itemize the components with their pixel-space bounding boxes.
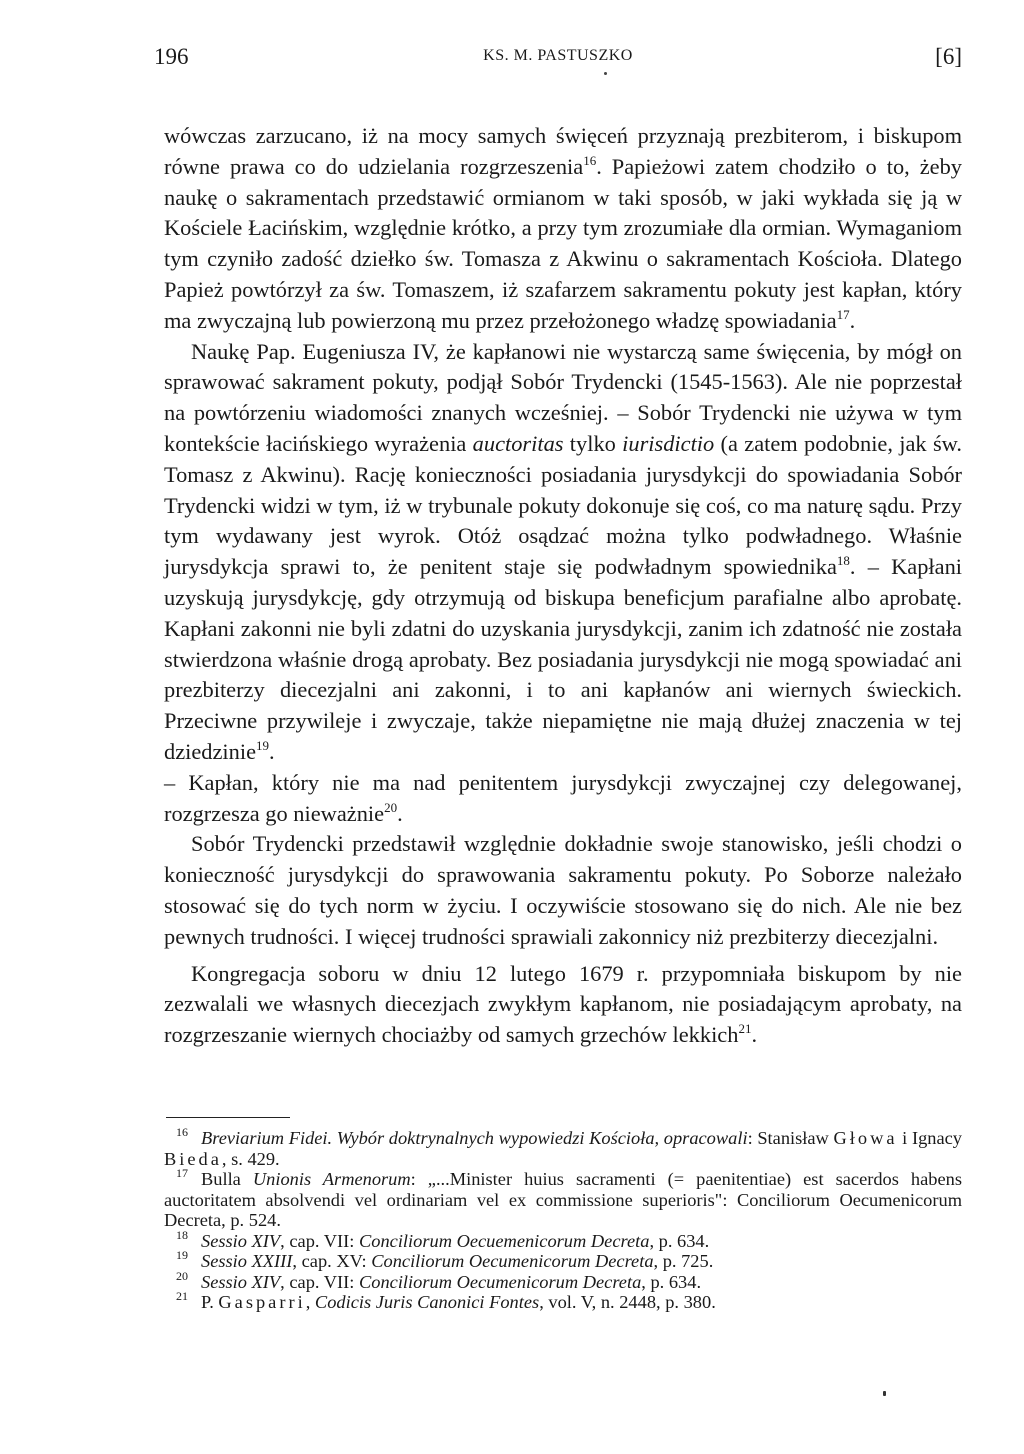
footnote-divider: [166, 1117, 290, 1118]
paragraph: [164, 768, 962, 830]
spaced-name: Bieda: [164, 1148, 222, 1169]
footnote-ref[interactable]: 16: [583, 152, 597, 168]
paragraph: Sobór Trydencki przedstawił względnie dokładnie swoje stanowisko, jeśli chodzi o konieczność jurysdykcji do sprawowania sakramentu pokuty. Po Soborze należało stosować się do tych norm w życiu. I oczywiście stosowano się do nich. Ale nie bez pewnych trudności. I więcej trudności sprawiali zakonnicy niż prezbiterzy diecezjalni.: [164, 831, 962, 949]
text-run: : Stanisław: [747, 1128, 834, 1148]
italic-term: Sessio XXIII: [201, 1251, 293, 1271]
spaced-name: Gasparri: [218, 1292, 306, 1312]
text-run: Naukę Pap. Eugeniusza IV, że kapłanowi nie wystarczą same święcenia, by mógł on sprawować sakrament pokuty, podjął Sobór Trydencki (1545-1563). Ale nie poprzestał na powtórzeniu wiadomości znanych wcześniej. – Sobór Trydencki nie używa w tym kontekście łacińskiego wyrażenia: [164, 338, 962, 456]
text-run: P.: [201, 1292, 219, 1312]
footnotes: [164, 1125, 962, 1313]
text-run: .: [751, 1022, 758, 1048]
text-run: . – Kapłani uzyskują jurysdykcję, gdy otrzymują od biskupa beneficjum parafialne albo aprobatę. Kapłani zakonni nie byli zdatni do uzyskania jurysdykcji, zanim ich zdatność nie została stwierdzona właśnie drogą aprobaty. Bez posiadania jurysdykcji nie mogą spowiadać ani prezbiterzy diecezjalni ani zakonni, i to ani kapłanów ani wiernych świeckich. Przeciwne przywileje i zwyczaje, także niepamiętne nie mają dłużej znaczenia w tej dziedzinie: [164, 554, 962, 764]
text-run: tylko: [563, 430, 623, 456]
footnote-18: 18 Sessio XIV, cap. VII: Conciliorum Oecuemenicorum Decreta, p. 634.: [176, 1227, 710, 1251]
footnote-ref[interactable]: 18: [836, 553, 850, 569]
paragraph: [164, 337, 962, 768]
text-run: wówczas zarzucano, iż na mocy samych święceń przyznają prezbiterom, i biskupom równe prawa co do udzielania rozgrzeszenia: [164, 123, 962, 179]
text-run: , p. 634.: [649, 1230, 710, 1251]
scan-speck: [883, 1391, 886, 1396]
spaced-name: Głowa: [833, 1128, 898, 1148]
scan-speck: [604, 72, 607, 75]
italic-term: Sessio XIV: [201, 1230, 281, 1251]
text-run: , vol. V, n. 2448, p. 380.: [539, 1292, 716, 1312]
italic-term: Codicis Juris Canonici Fontes: [314, 1292, 540, 1312]
italic-term: Breviarium Fidei. Wybór doktrynalnych wypowiedzi Kościoła, opracowali: [201, 1128, 748, 1148]
italic-term: Unionis Armenorum: [252, 1169, 411, 1189]
paragraph: [164, 121, 962, 337]
text-run: , s. 429.: [221, 1148, 280, 1169]
text-run: Bulla: [201, 1169, 253, 1189]
text-run: – Kapłan, który nie ma nad penitentem jurysdykcji zwyczajnej czy delegowanej, rozgrzesza go nieważnie: [164, 769, 962, 826]
text-run: .: [849, 307, 856, 333]
running-title: KS. M. PASTUSZKO: [483, 47, 633, 64]
text-run: .: [397, 800, 403, 826]
footnote-21: 21 P. Gasparri, Codicis Juris Canonici Fontes, vol. V, n. 2448, p. 380.: [176, 1289, 716, 1312]
text-run: , p. 725.: [653, 1251, 714, 1271]
italic-term: iurisdictio: [622, 430, 715, 456]
footnote-17: 17 Bulla Unionis Armenorum: „...Minister huius sacramenti (= paenitentiae) est sacerdos habens auctoritatem absolvendi vel ordinariam vel ex commissione superioris": Conciliorum Oecumenicorum Decreta, p. 524.: [164, 1166, 962, 1230]
text-run: .: [269, 738, 275, 764]
italic-term: Sessio XIV: [201, 1271, 281, 1292]
text-run: Kongregacja soboru w dniu 12 lutego 1679 r. przypomniała biskupom by nie zezwalali we własnych diecezjach zwykłym kapłanom, nie posiadającym aprobaty, na rozgrzeszanie wiernych chociażby od samych grzechów lekkich: [164, 960, 962, 1048]
italic-term: Conciliorum Oecuemenicorum Decreta: [359, 1230, 650, 1251]
text-run: . Papieżowi zatem chodziło o to, żeby naukę o sakramentach przedstawić ormianom w taki sposób, w jaki wykłada się ją w Kościele Łacińskim, względnie krótko, a przy tym zrozumiałe dla ormian. Wymaganiom tym czyniło zadość dziełko św. Tomasza z Akwinu o sakramentach Kościoła. Dlatego Papież powtórzył za św. Tomaszem, iż szafarzem sakramentu pokuty jest kapłan, który ma zwyczajną lub powierzoną mu przez przełożonego władzę spowiadania: [164, 153, 963, 333]
footnote-ref[interactable]: 21: [738, 1021, 752, 1037]
footnote-ref[interactable]: 20: [384, 799, 398, 815]
text-run: i Ignacy: [897, 1128, 962, 1148]
text-run: : „...Minister huius sacramenti (= paenitentiae) est sacerdos habens auctoritatem absolvendi vel ordinariam vel ex commissione superioris": Conciliorum Oecumenicorum Decreta, p. 524.: [164, 1169, 962, 1230]
text-run: , cap. XV:: [292, 1251, 372, 1271]
text-run: , cap. VII:: [280, 1271, 359, 1292]
footnote-ref[interactable]: 17: [836, 306, 850, 322]
paragraph: [164, 959, 962, 1051]
text-run: (a zatem podobnie, jak św. Tomasz z Akwinu). Rację konieczności posiadania jurysdykcji do spowiadania Sobór Trydencki widzi w tym, iż w trybunale pokuty dokonuje się coś, co ma naturę sądu. Przy tym wydawany jest wyrok. Otóż osądzać można tylko podwładnego. Właśnie jurysdykcja sprawi to, że penitent staje się podwładnym spowiednika: [164, 430, 962, 580]
page-header: [154, 44, 962, 78]
page-number: 196: [154, 44, 189, 69]
section-number: [6]: [935, 44, 962, 69]
footnote-ref[interactable]: 19: [256, 737, 270, 753]
italic-term: Conciliorum Oecumenicorum Decreta: [371, 1251, 654, 1271]
footnote-19: 19 Sessio XXIII, cap. XV: Conciliorum Oecumenicorum Decreta, p. 725.: [176, 1248, 714, 1271]
main-text: [164, 121, 962, 1051]
text-run: , cap. VII:: [280, 1230, 359, 1251]
footnote-20: 20 Sessio XIV, cap. VII: Conciliorum Oecumenicorum Decreta, p. 634.: [176, 1268, 702, 1292]
italic-term: Conciliorum Oecumenicorum Decreta: [359, 1271, 642, 1292]
italic-term: auctoritas: [472, 430, 564, 456]
footnote-16: 16 Breviarium Fidei. Wybór doktrynalnych wypowiedzi Kościoła, opracowali: Stanisław Głowa i Ignacy Bieda, s. 429.: [164, 1125, 962, 1169]
text-run: , p. 634.: [641, 1271, 702, 1292]
text-run: ,: [305, 1292, 315, 1312]
